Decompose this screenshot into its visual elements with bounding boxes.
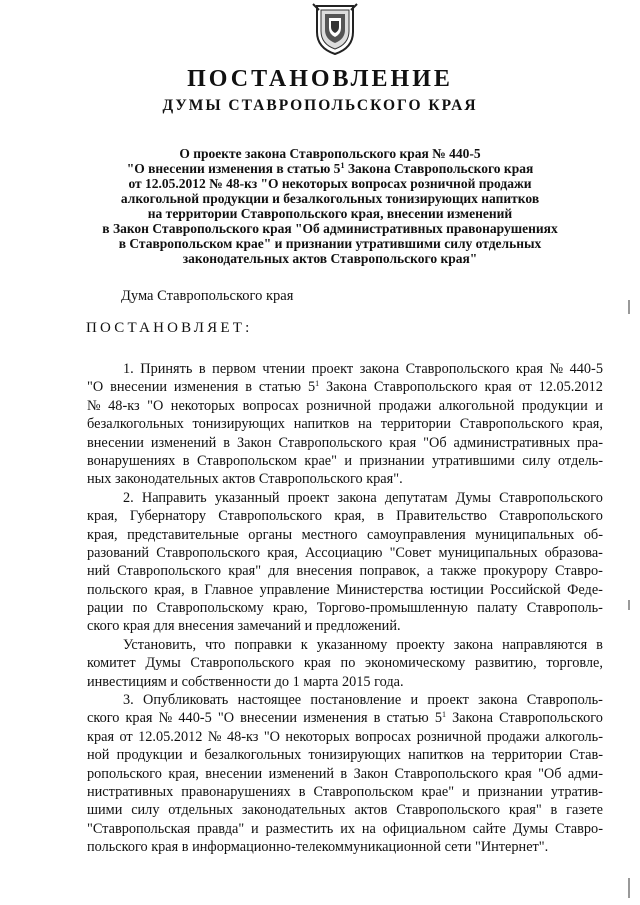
body-line: № 48-кз "О некоторых вопросах розничной продажи алкогольной продукции и [87, 397, 603, 414]
body-line: 2. Направить указанный проект закона депутатам Думы Ставропольского [123, 489, 603, 506]
document-subtitle: ДУМЫ СТАВРОПОЛЬСКОГО КРАЯ [162, 97, 478, 114]
heading-line: О проекте закона Ставропольского края № 440-5 [179, 146, 481, 161]
body-line: вонарушениях в Ставропольском крае" и признании утратившими силу отдель- [87, 452, 603, 469]
body-line: ского края для внесения замечаний и предложений. [87, 618, 401, 635]
body-line: разований Ставропольского края, Ассоциацию "Совет муниципальных образова- [87, 544, 603, 561]
heading-line: в Ставропольском крае" и признании утратившими силу отдельных [118, 236, 542, 251]
body-line: рации по Ставропольскому краю, Торгово-промышленную палату Ставрополь- [87, 600, 603, 617]
body-line: ний Ставропольского края" для внесения поправок, а также прокурору Ставро- [87, 563, 603, 580]
body-line: 3. Опубликовать настоящее постановление и проект закона Ставрополь- [123, 692, 603, 709]
scan-mark [628, 600, 630, 610]
heading-line: алкогольной продукции и безалкогольных тонизирующих напитков [120, 191, 540, 206]
body-line: края, Губернатору Ставропольского края, в Правительство Ставропольского [87, 508, 603, 525]
body-line: ных законодательных актов Ставропольского края". [87, 471, 403, 488]
resolution-body [87, 360, 603, 857]
body-line: края от 12.05.2012 № 48-кз "О некоторых вопросах розничной продажи алкоголь- [87, 728, 603, 745]
body-line: безалкогольных тонизирующих напитков на территории Ставропольского края, [87, 416, 603, 433]
heading-line: в Закон Ставропольского края "Об административных правонарушениях [102, 221, 558, 236]
body-line: ского края № 440-5 "О внесении изменения в статью $5^1$ Закона Ставропольского [87, 710, 603, 727]
body-line: шими силу отдельных законодательных актов Ставропольского края" в газете [87, 802, 603, 819]
resolution-heading [60, 146, 600, 266]
body-line: ной продукции и безалкогольных тонизирующих напитков на территории Став- [87, 747, 603, 764]
body-line: 1. Принять в первом чтении проект закона Ставропольского края № 440-5 [123, 361, 603, 377]
body-line: "Ставропольская правда" и разместить их на официальном сайте Думы Ставро- [87, 820, 603, 837]
body-line: польского края, в Главное управление Министерства юстиции Российской Феде- [87, 581, 603, 598]
scan-mark [628, 878, 630, 898]
body-line: края, представительные органы местного самоуправления муниципальных об- [87, 526, 603, 543]
body-line: нистративных правонарушениях в Ставропольском крае" и признании утратив- [87, 783, 603, 800]
body-line: польского края в информационно-телекоммуникационной сети "Интернет". [87, 839, 549, 856]
heading-line: законодательных актов Ставропольского края" [182, 251, 478, 266]
scan-mark [628, 300, 630, 314]
body-line: ропольского края, внесении изменений в Закон Ставропольского края "Об адми- [87, 765, 603, 782]
body-line: комитет Думы Ставропольского края по экономическому развитию, торговле, [87, 655, 603, 672]
body-line: "О внесении изменения в статью $5^1$ Закона Ставропольского края от 12.05.2012 [87, 379, 603, 396]
body-line: инвестициям и собственности до 1 марта 2015 года. [87, 673, 404, 690]
coat-of-arms-emblem [311, 2, 359, 56]
heading-line: от 12.05.2012 № 48-кз "О некоторых вопросах розничной продажи [128, 176, 532, 191]
issuer-line: Дума Ставропольского края [121, 288, 294, 304]
body-line: внесении изменений в Закон Ставропольского края "Об административных пра- [87, 434, 603, 451]
document-title: ПОСТАНОВЛЕНИЕ [187, 66, 453, 92]
heading-line: "О внесении изменения в статью $5^1$ Закона Ставропольского края [126, 161, 534, 176]
heading-line: на территории Ставропольского края, внесении изменений [147, 206, 513, 221]
resolves-label: ПОСТАНОВЛЯЕТ: [86, 320, 253, 336]
body-line: Установить, что поправки к указанному проекту закона направляются в [123, 636, 603, 653]
